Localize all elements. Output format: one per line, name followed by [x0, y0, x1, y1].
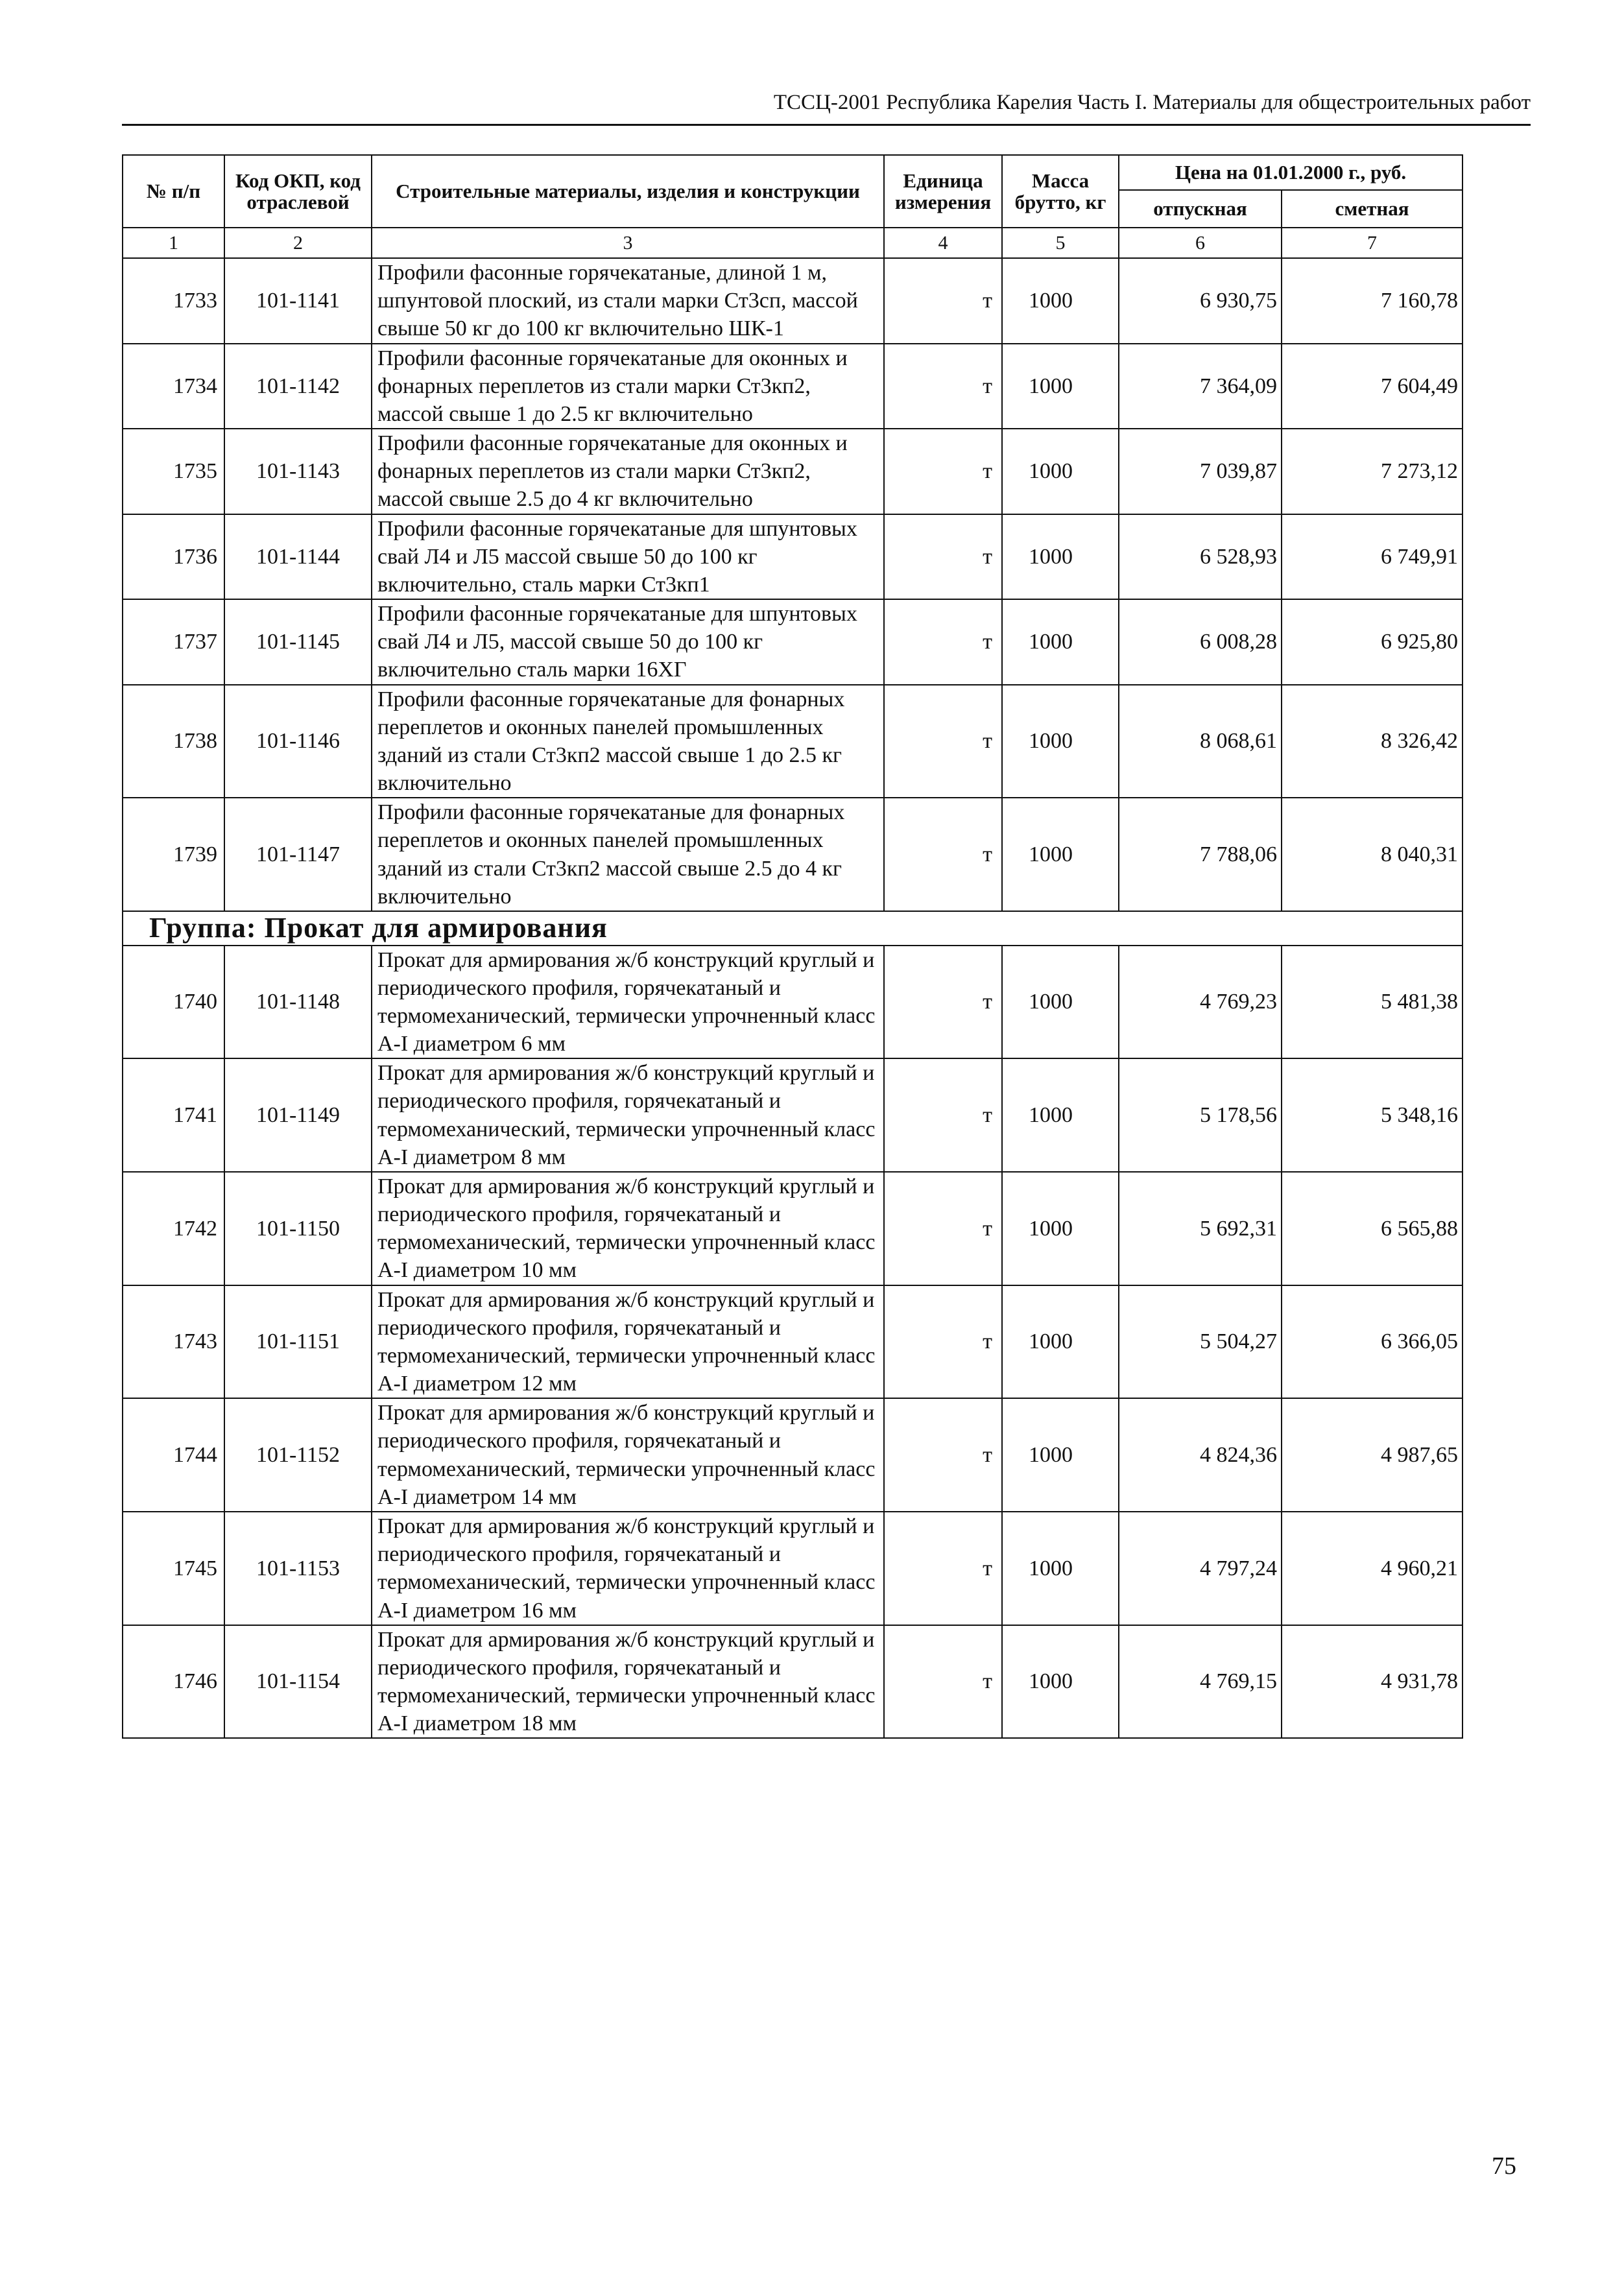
okp-code: 101-1154 — [224, 1625, 372, 1739]
table-row — [123, 429, 1463, 514]
row-number: 1737 — [123, 599, 224, 685]
material-name: Прокат для армирования ж/б конструкций круглый и периодического профиля, горячекатаный и термомеханический, термически упрочненный класс А-I диаметром 18 мм — [372, 1625, 884, 1739]
running-header: ТССЦ-2001 Республика Карелия Часть I. Материалы для общестроительных работ — [773, 91, 1531, 114]
header-price-group: Цена на 01.01.2000 г., руб. — [1119, 155, 1463, 190]
unit-cell: т — [884, 946, 1002, 1059]
row-number: 1744 — [123, 1398, 224, 1512]
mass-cell: 1000 — [1002, 1398, 1119, 1512]
header-name: Строительные материалы, изделия и конструкции — [372, 155, 884, 228]
mass-cell: 1000 — [1002, 685, 1119, 798]
table-row — [123, 1285, 1463, 1399]
price-release-cell: 4 797,24 — [1119, 1512, 1282, 1625]
unit-cell: т — [884, 344, 1002, 429]
mass-cell: 1000 — [1002, 946, 1119, 1059]
column-number: 2 — [224, 228, 372, 258]
unit-cell: т — [884, 798, 1002, 911]
row-number: 1746 — [123, 1625, 224, 1739]
table-row — [123, 258, 1463, 344]
price-estimate-cell: 6 565,88 — [1282, 1172, 1463, 1285]
price-estimate-cell: 7 160,78 — [1282, 258, 1463, 344]
price-estimate-cell: 8 326,42 — [1282, 685, 1463, 798]
unit-cell: т — [884, 258, 1002, 344]
okp-code: 101-1146 — [224, 685, 372, 798]
header-price-release: отпускная — [1119, 190, 1282, 228]
price-release-cell: 6 930,75 — [1119, 258, 1282, 344]
material-name: Прокат для армирования ж/б конструкций круглый и периодического профиля, горячекатаный и термомеханический, термически упрочненный класс А-I диаметром 10 мм — [372, 1172, 884, 1285]
price-release-cell: 5 692,31 — [1119, 1172, 1282, 1285]
column-number: 3 — [372, 228, 884, 258]
mass-cell: 1000 — [1002, 1172, 1119, 1285]
row-number: 1739 — [123, 798, 224, 911]
unit-cell: т — [884, 1398, 1002, 1512]
mass-cell: 1000 — [1002, 1058, 1119, 1172]
price-release-cell: 8 068,61 — [1119, 685, 1282, 798]
row-number: 1734 — [123, 344, 224, 429]
column-number: 5 — [1002, 228, 1119, 258]
mass-cell: 1000 — [1002, 1625, 1119, 1739]
row-number: 1742 — [123, 1172, 224, 1285]
price-estimate-cell: 5 348,16 — [1282, 1058, 1463, 1172]
material-name: Прокат для армирования ж/б конструкций круглый и периодического профиля, горячекатаный и термомеханический, термически упрочненный класс А-I диаметром 14 мм — [372, 1398, 884, 1512]
mass-cell: 1000 — [1002, 798, 1119, 911]
table-row — [123, 685, 1463, 798]
table-row — [123, 599, 1463, 685]
unit-cell: т — [884, 514, 1002, 600]
okp-code: 101-1148 — [224, 946, 372, 1059]
table-row — [123, 1058, 1463, 1172]
header-price-estimate: сметная — [1282, 190, 1463, 228]
group-row — [123, 911, 1463, 946]
price-release-cell: 5 178,56 — [1119, 1058, 1282, 1172]
unit-cell: т — [884, 1512, 1002, 1625]
mass-cell: 1000 — [1002, 599, 1119, 685]
mass-cell: 1000 — [1002, 514, 1119, 600]
row-number: 1738 — [123, 685, 224, 798]
row-number: 1733 — [123, 258, 224, 344]
price-release-cell: 4 769,23 — [1119, 946, 1282, 1059]
header-no: № п/п — [123, 155, 224, 228]
material-name: Прокат для армирования ж/б конструкций круглый и периодического профиля, горячекатаный и термомеханический, термически упрочненный класс А-I диаметром 12 мм — [372, 1285, 884, 1399]
table-row — [123, 798, 1463, 911]
price-release-cell: 4 824,36 — [1119, 1398, 1282, 1512]
material-name: Профили фасонные горячекатаные для шпунтовых свай Л4 и Л5, массой свыше 50 до 100 кг включительно сталь марки 16ХГ — [372, 599, 884, 685]
table-row — [123, 1172, 1463, 1285]
table-body — [123, 228, 1463, 1738]
okp-code: 101-1152 — [224, 1398, 372, 1512]
unit-cell: т — [884, 1285, 1002, 1399]
okp-code: 101-1143 — [224, 429, 372, 514]
unit-cell: т — [884, 1058, 1002, 1172]
price-estimate-cell: 4 960,21 — [1282, 1512, 1463, 1625]
price-estimate-cell: 6 749,91 — [1282, 514, 1463, 600]
table-row — [123, 344, 1463, 429]
price-estimate-cell: 6 925,80 — [1282, 599, 1463, 685]
material-name: Профили фасонные горячекатаные для фонарных переплетов и оконных панелей промышленных зданий из стали Ст3кп2 массой свыше 1 до 2.5 кг включительно — [372, 685, 884, 798]
unit-cell: т — [884, 1172, 1002, 1285]
price-release-cell: 6 008,28 — [1119, 599, 1282, 685]
price-estimate-cell: 7 273,12 — [1282, 429, 1463, 514]
row-number: 1745 — [123, 1512, 224, 1625]
mass-cell: 1000 — [1002, 1512, 1119, 1625]
okp-code: 101-1150 — [224, 1172, 372, 1285]
row-number: 1740 — [123, 946, 224, 1059]
okp-code: 101-1142 — [224, 344, 372, 429]
unit-cell: т — [884, 429, 1002, 514]
mass-cell: 1000 — [1002, 344, 1119, 429]
table-row — [123, 946, 1463, 1059]
price-estimate-cell: 8 040,31 — [1282, 798, 1463, 911]
mass-cell: 1000 — [1002, 258, 1119, 344]
price-estimate-cell: 5 481,38 — [1282, 946, 1463, 1059]
okp-code: 101-1151 — [224, 1285, 372, 1399]
table-row — [123, 1398, 1463, 1512]
okp-code: 101-1153 — [224, 1512, 372, 1625]
price-release-cell: 7 788,06 — [1119, 798, 1282, 911]
unit-cell: т — [884, 685, 1002, 798]
okp-code: 101-1149 — [224, 1058, 372, 1172]
column-number: 6 — [1119, 228, 1282, 258]
unit-cell: т — [884, 1625, 1002, 1739]
table-row — [123, 1625, 1463, 1739]
mass-cell: 1000 — [1002, 1285, 1119, 1399]
header-code: Код ОКП, код отраслевой — [224, 155, 372, 228]
column-number: 7 — [1282, 228, 1463, 258]
price-release-cell: 5 504,27 — [1119, 1285, 1282, 1399]
price-release-cell: 6 528,93 — [1119, 514, 1282, 600]
price-estimate-cell: 4 931,78 — [1282, 1625, 1463, 1739]
material-name: Профили фасонные горячекатаные для фонарных переплетов и оконных панелей промышленных зданий из стали Ст3кп2 массой свыше 2.5 до 4 кг включительно — [372, 798, 884, 911]
row-number: 1735 — [123, 429, 224, 514]
row-number: 1736 — [123, 514, 224, 600]
row-number: 1741 — [123, 1058, 224, 1172]
group-title: Группа: Прокат для армирования — [123, 911, 1463, 946]
mass-cell: 1000 — [1002, 429, 1119, 514]
header-unit: Единица измерения — [884, 155, 1002, 228]
column-number-row — [123, 228, 1463, 258]
price-release-cell: 7 039,87 — [1119, 429, 1282, 514]
okp-code: 101-1147 — [224, 798, 372, 911]
price-table — [122, 154, 1463, 1739]
unit-cell: т — [884, 599, 1002, 685]
material-name: Профили фасонные горячекатаные, длиной 1 м, шпунтовой плоский, из стали марки Ст3сп, массой свыше 50 кг до 100 кг включительно ШК-1 — [372, 258, 884, 344]
price-estimate-cell: 7 604,49 — [1282, 344, 1463, 429]
price-estimate-cell: 6 366,05 — [1282, 1285, 1463, 1399]
okp-code: 101-1141 — [224, 258, 372, 344]
okp-code: 101-1144 — [224, 514, 372, 600]
material-name: Профили фасонные горячекатаные для оконных и фонарных переплетов из стали марки Ст3кп2, массой свыше 2.5 до 4 кг включительно — [372, 429, 884, 514]
table-row — [123, 514, 1463, 600]
column-number: 1 — [123, 228, 224, 258]
table-row — [123, 1512, 1463, 1625]
column-number: 4 — [884, 228, 1002, 258]
header-mass: Масса брутто, кг — [1002, 155, 1119, 228]
material-name: Профили фасонные горячекатаные для оконных и фонарных переплетов из стали марки Ст3кп2, массой свыше 1 до 2.5 кг включительно — [372, 344, 884, 429]
material-name: Прокат для армирования ж/б конструкций круглый и периодического профиля, горячекатаный и термомеханический, термически упрочненный класс А-I диаметром 8 мм — [372, 1058, 884, 1172]
price-release-cell: 4 769,15 — [1119, 1625, 1282, 1739]
price-release-cell: 7 364,09 — [1119, 344, 1282, 429]
row-number: 1743 — [123, 1285, 224, 1399]
material-name: Прокат для армирования ж/б конструкций круглый и периодического профиля, горячекатаный и термомеханический, термически упрочненный класс А-I диаметром 6 мм — [372, 946, 884, 1059]
page-number: 75 — [1492, 2152, 1516, 2180]
okp-code: 101-1145 — [224, 599, 372, 685]
header-rule — [122, 124, 1531, 126]
material-name: Профили фасонные горячекатаные для шпунтовых свай Л4 и Л5 массой свыше 50 до 100 кг включительно, сталь марки Ст3кп1 — [372, 514, 884, 600]
material-name: Прокат для армирования ж/б конструкций круглый и периодического профиля, горячекатаный и термомеханический, термически упрочненный класс А-I диаметром 16 мм — [372, 1512, 884, 1625]
price-estimate-cell: 4 987,65 — [1282, 1398, 1463, 1512]
